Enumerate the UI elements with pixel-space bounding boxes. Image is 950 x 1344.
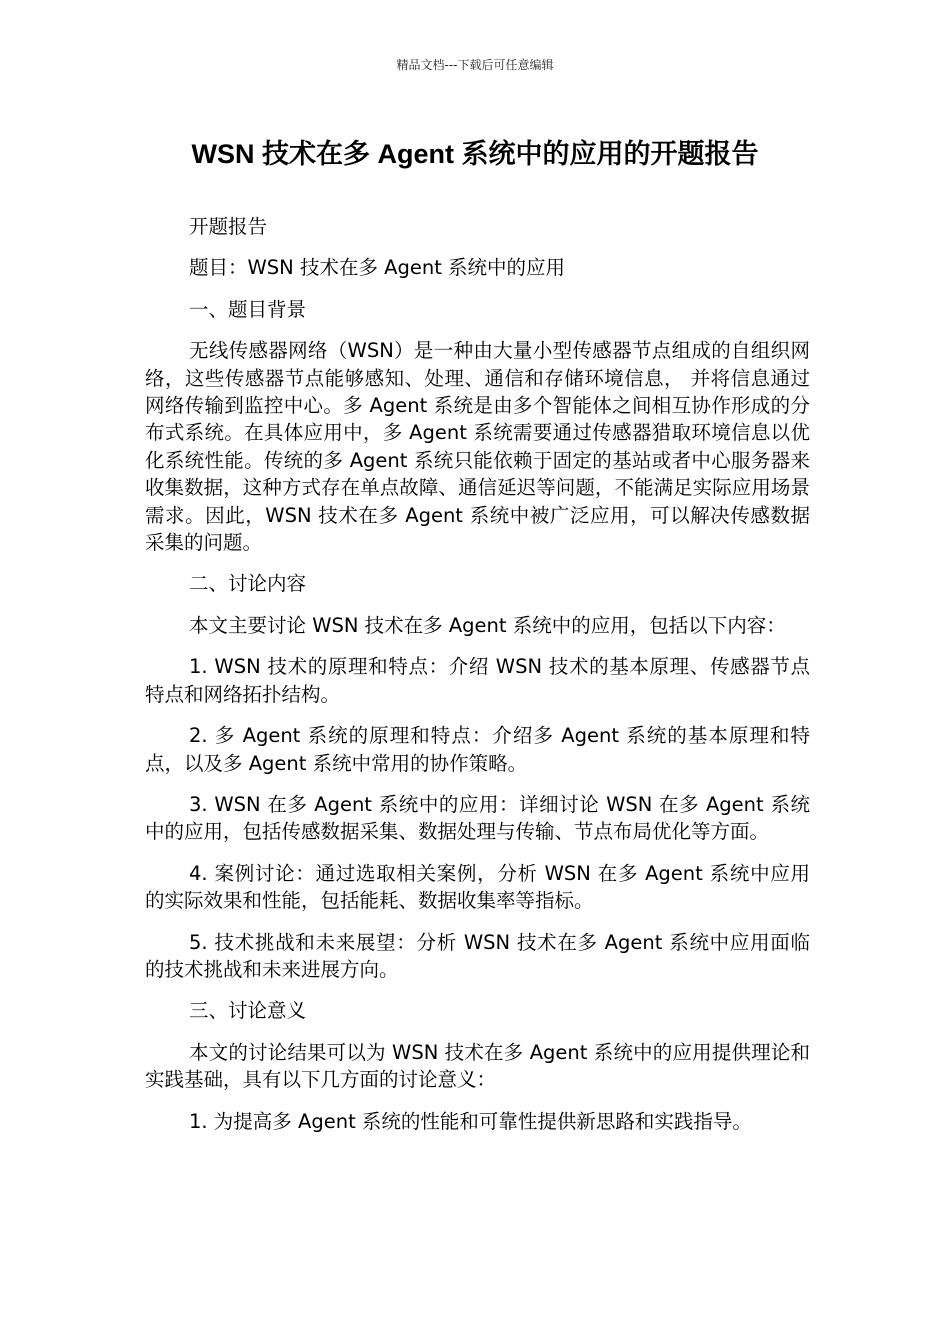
heading-background: 一、题目背景 [189,297,307,321]
list-item-1: 1. WSN 技术的原理和特点：介绍 WSN 技术的基本原理、传感器节点特点和网络拓扑结构。 [145,655,810,706]
paragraph-significance-intro: 本文的讨论结果可以为 WSN 技术在多 Agent 系统中的应用提供理论和实践基础，具有以下几方面的讨论意义： [145,1040,810,1092]
header-note: 精品文档---下载后可任意编辑 [396,58,554,72]
topic-line: 题目：WSN 技术在多 Agent 系统中的应用 [189,256,566,280]
section-label-report: 开题报告 [189,215,268,238]
significance-item-1: 1. 为提高多 Agent 系统的性能和可靠性提供新思路和实践指导。 [189,1109,752,1133]
list-item-5: 5. 技术挑战和未来展望：分析 WSN 技术在多 Agent 系统中应用面临的技术挑战和未来进展方向。 [145,930,810,981]
paragraph-background: 无线传感器网络（WSN）是一种由大量小型传感器节点组成的自组织网络，这些传感器节点能够感知、处理、通信和存储环境信息， 并将信息通过网络传输到监控中心。多 Agent 系统是由多个智能体之间相互协作形成的分布式系统。在具体应用中，多 Agent 系统需要通过传感器猎取环境信息以优化系统性能。传统的多 Agent 系统只能依赖于固定的基站或者中心服务器来收集数据，这种方式存在单点故障、通信延迟等问题，不能满足实际应用场景需求。因此，WSN 技术在多 Agent 系统中被广泛应用，可以解决传感数据采集的问题。 [145,339,810,555]
heading-content: 二、讨论内容 [189,572,307,596]
paragraph-content-intro: 本文主要讨论 WSN 技术在多 Agent 系统中的应用，包括以下内容： [189,613,786,637]
document-title: WSN 技术在多 Agent 系统中的应用的开题报告 [191,139,759,169]
list-item-3: 3. WSN 在多 Agent 系统中的应用：详细讨论 WSN 在多 Agent 系统中的应用，包括传感数据采集、数据处理与传输、节点布局优化等方面。 [145,792,810,844]
document-body [145,213,810,1149]
list-item-4: 4. 案例讨论：通过选取相关案例，分析 WSN 在多 Agent 系统中应用的实际效果和性能，包括能耗、数据收集率等指标。 [145,861,810,913]
heading-significance: 三、讨论意义 [189,999,307,1023]
list-item-2: 2. 多 Agent 系统的原理和特点：介绍多 Agent 系统的基本原理和特点，以及多 Agent 系统中常用的协作策略。 [145,724,810,775]
